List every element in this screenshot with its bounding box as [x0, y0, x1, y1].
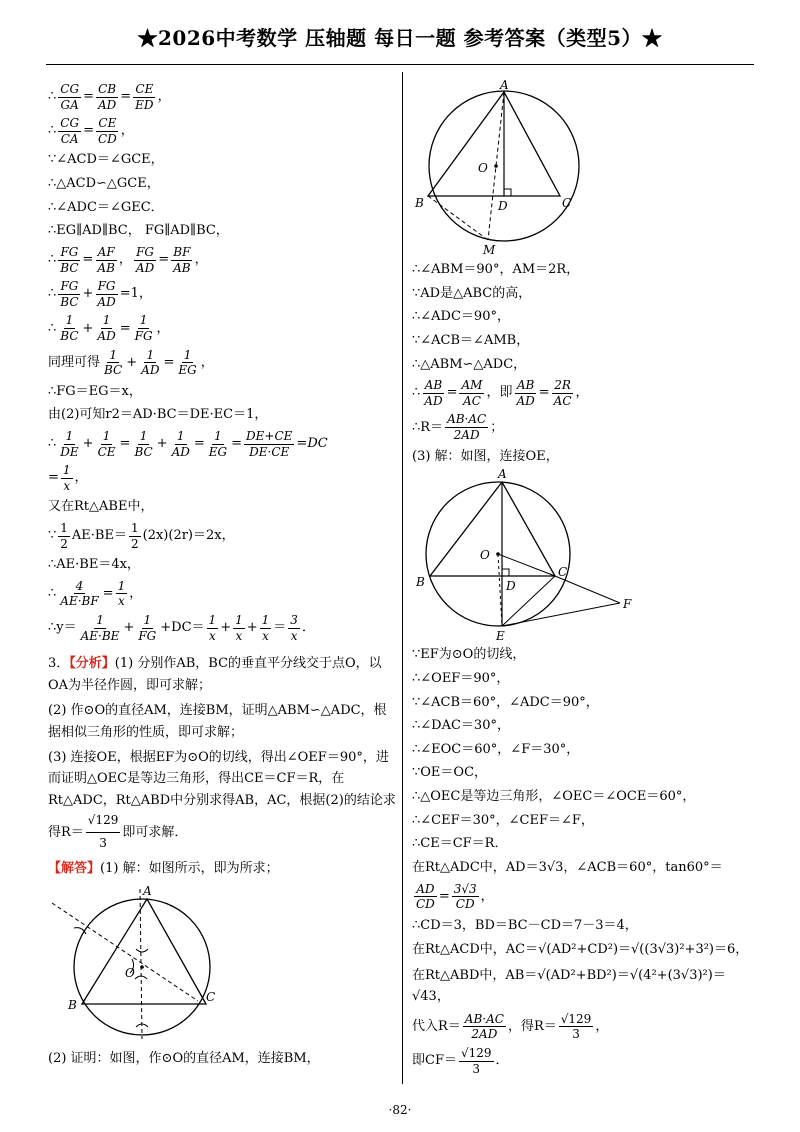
fig2-label-f: F — [623, 597, 632, 612]
fig1-label-b: B — [415, 196, 424, 210]
fig1-label-d: D — [498, 199, 508, 213]
line-l06: ∴EG∥AD∥BC， FG∥AD∥BC， — [48, 223, 229, 239]
fig3-arc-1 — [74, 928, 86, 934]
fig2-label-a: A — [498, 468, 507, 482]
line-r02: ∵AD是△ABC的高， — [412, 285, 532, 301]
line-r13: ∴∠EOC＝60°，∠F＝30°， — [412, 741, 580, 757]
line-l03: ∵∠ACD＝∠GCE， — [48, 152, 164, 168]
fig3-label-a: A — [143, 884, 152, 899]
line-r18: 在Rt△ADC中，AD＝3√3，∠ACB＝60°，tan60°＝ — [412, 859, 723, 875]
line-l09: ∴ $\frac{1}{BC}$ + $\frac{1}{AD}$ = $\frac{1}{FG}$ ， — [48, 313, 170, 343]
fig1-center-dot — [494, 164, 498, 168]
figure-tangent — [412, 468, 652, 643]
fig3-label-c: C — [206, 990, 216, 1005]
line-l12: 由(2)可知r2＝AD·BC＝DE·EC＝1， — [48, 407, 268, 423]
fig1-chord-bm — [428, 196, 488, 240]
left-column — [48, 80, 398, 1072]
column-divider — [402, 72, 403, 1084]
line-r11: ∵∠ACB＝60°，∠ADC＝90°， — [412, 694, 599, 710]
line-r05: ∴△ABM∽△ADC， — [412, 356, 527, 372]
line-r24: 即CF＝ $\frac{√129}{3}$ ． — [412, 1045, 509, 1076]
line-l15: 又在Rt△ABE中， — [48, 499, 154, 515]
fig1-label-a: A — [500, 80, 509, 92]
answer-tag: 【解答】 — [48, 860, 101, 876]
line-r03: ∴∠ADC＝90°， — [412, 309, 510, 325]
figure-similar-triangles — [412, 80, 592, 258]
line-r14: ∵OE＝OC， — [412, 765, 488, 781]
line-r01: ∴∠ABM＝90°，AM＝2R， — [412, 262, 580, 277]
line-l01: ∴ $\frac{CG}{GA}$ = $\frac{CB}{AD}$ = $\frac{CE}{ED}$ ， — [48, 82, 171, 112]
line-r15: ∴△OEC是等边三角形，∠OEC＝∠OCE＝60°， — [412, 789, 696, 805]
fig1-right-angle — [504, 189, 511, 196]
line-l14: = $\frac{1}{x}$ ， — [48, 463, 88, 493]
problem3-analysis: 3．【分析】(1) 分别作AB，BC的垂直平分线交于点O，以OA为半径作圆，即可求解； — [48, 656, 382, 693]
line-l17: ∴AE·BE＝4x， — [48, 557, 140, 573]
line-l08: ∴ $\frac{FG}{BC}$ + $\frac{FG}{AD}$ =1， — [48, 279, 152, 309]
fig2-label-o: O — [480, 548, 490, 563]
fig3-bisector-bc — [140, 889, 142, 1039]
fig1-label-c: C — [562, 196, 572, 210]
answer-line-1: 【解答】 (1) 解：如图所示，即为所求； — [48, 860, 279, 876]
line-r19: $\frac{AD}{CD}$ = $\frac{3√3}{CD}$ ， — [416, 881, 494, 912]
line-r06: ∴ $\frac{AB}{AD}$ = $\frac{AM}{AC}$ ，即 $\frac{AB}{AD}$ = $\frac{2R}{AC}$ ， — [412, 378, 589, 408]
line-l10: 同理可得 $\frac{1}{BC}$ + $\frac{1}{AD}$ = $\frac{1}{EG}$ ， — [48, 347, 214, 378]
line-r16: ∴∠CEF＝30°，∠CEF＝∠F， — [412, 812, 594, 828]
analysis-tag: 【分析】 — [69, 656, 115, 672]
line-l18: ∴ $\frac{4}{AE\cdot BF}$ = $\frac{1}{x}$ ， — [48, 578, 143, 609]
fig2-label-b: B — [416, 575, 425, 590]
fig2-radius-oc — [498, 554, 555, 576]
line-l16: ∵ $\frac{1}{2}$ AE·BE＝ $\frac{1}{2}$ (2x)(2r)＝2x， — [48, 520, 235, 551]
line-r17: ∴CE＝CF＝R． — [412, 836, 508, 852]
page-number: ·82· — [388, 1103, 412, 1117]
line-r04: ∵∠ACB＝∠AMB， — [412, 332, 530, 348]
line-r09: ∵EF为⊙O的切线， — [412, 647, 526, 663]
line-l02: ∴ $\frac{CG}{CA}$ = $\frac{CE}{CD}$ ， — [48, 116, 134, 146]
line-r22: 在Rt△ABD中，AB＝√(AD²+BD²)＝√(4²+(3√3)²)＝√43， — [412, 967, 726, 1005]
problem3-analysis-3: (3) 连接OE，根据EF为⊙O的切线，得出∠OEF＝90°，进而证明△OEC是等边三角形，得出CE＝CF＝R，在Rt△ADC，Rt△ABD中分别求得AB，AC，根据(2)的结论求得R＝ $\frac{√129}{3}$ 即可求解． — [48, 749, 396, 851]
problem3-analysis-2: (2) 作⊙O的直径AM，连接BM，证明△ABM∽△ADC，根据相似三角形的性质，即可求解； — [48, 703, 387, 740]
line-r08: (3) 解：如图，连接OE， — [412, 448, 559, 464]
fig1-label-m: M — [483, 243, 496, 257]
answer-line-2: (2) 证明：如图，作⊙O的直径AM，连接BM， — [48, 1051, 320, 1067]
page-header: ★2026中考数学 压轴题 每日一题 参考答案（类型5）★ — [137, 26, 663, 50]
header-rule — [46, 64, 754, 65]
line-r10: ∴∠OEF＝90°， — [412, 670, 510, 686]
line-l13: ∴ $\frac{1}{DE}$ + $\frac{1}{CE}$ = $\frac{1}{BC}$ + $\frac{1}{AD}$ = $\frac{1}{EG}$ = $\frac{DE+CE}{DE\cdot CE}$ =DC — [48, 428, 328, 459]
fig3-arc-3 — [135, 976, 147, 979]
right-column — [412, 80, 757, 1078]
line-r07: ∴R＝ $\frac{AB\cdot AC}{2AD}$ ； — [412, 412, 504, 442]
fig1-triangle — [428, 92, 560, 196]
fig3-label-b: B — [68, 998, 77, 1013]
line-l19: ∴y＝ $\frac{1}{AE\cdot BE}$ + $\frac{1}{FG}$ +DC＝ $\frac{1}{x}$ + $\frac{1}{x}$ + $\frac{1}{x}$ ＝ $\frac{3}{x}$ ． — [48, 613, 315, 643]
line-l07: ∴ $\frac{FG}{BC}$ = $\frac{AF}{AB}$ ， $\frac{FG}{AD}$ = $\frac{BF}{AB}$ ， — [48, 244, 208, 275]
fig2-tangent-ef — [502, 603, 620, 626]
figure-construction — [48, 881, 238, 1046]
line-l05: ∴∠ADC＝∠GEC． — [48, 199, 164, 215]
fig3-arc-2 — [136, 949, 148, 952]
fig1-label-o: O — [478, 161, 488, 175]
line-r12: ∴∠DAC＝30°， — [412, 718, 510, 734]
fig2-label-c: C — [558, 565, 568, 580]
fig2-label-d: D — [506, 579, 516, 594]
fig2-label-e: E — [496, 629, 505, 644]
line-r21: 在Rt△ACD中，AC＝√(AD²+CD²)＝√((3√3)²+3²)＝6， — [412, 942, 749, 958]
line-l11: ∴FG＝EG＝x， — [48, 383, 142, 399]
fig2-radius-oe — [498, 554, 502, 626]
fig3-label-o: O — [125, 966, 135, 981]
line-l04: ∴△ACD∽△GCE， — [48, 176, 160, 192]
fig2-center-dot — [496, 552, 500, 556]
fig2-triangle — [430, 482, 555, 576]
fig2-segment-cf — [555, 576, 620, 603]
fig3-center-dot — [140, 966, 144, 970]
fig2-right-angle — [502, 569, 509, 576]
line-r23: 代入R＝ $\frac{AB\cdot AC}{2AD}$ ，得R＝ $\frac{√129}{3}$ ， — [412, 1011, 609, 1042]
line-r20: ∴CD＝3，BD＝BC－CD＝7－3＝4， — [412, 917, 638, 933]
